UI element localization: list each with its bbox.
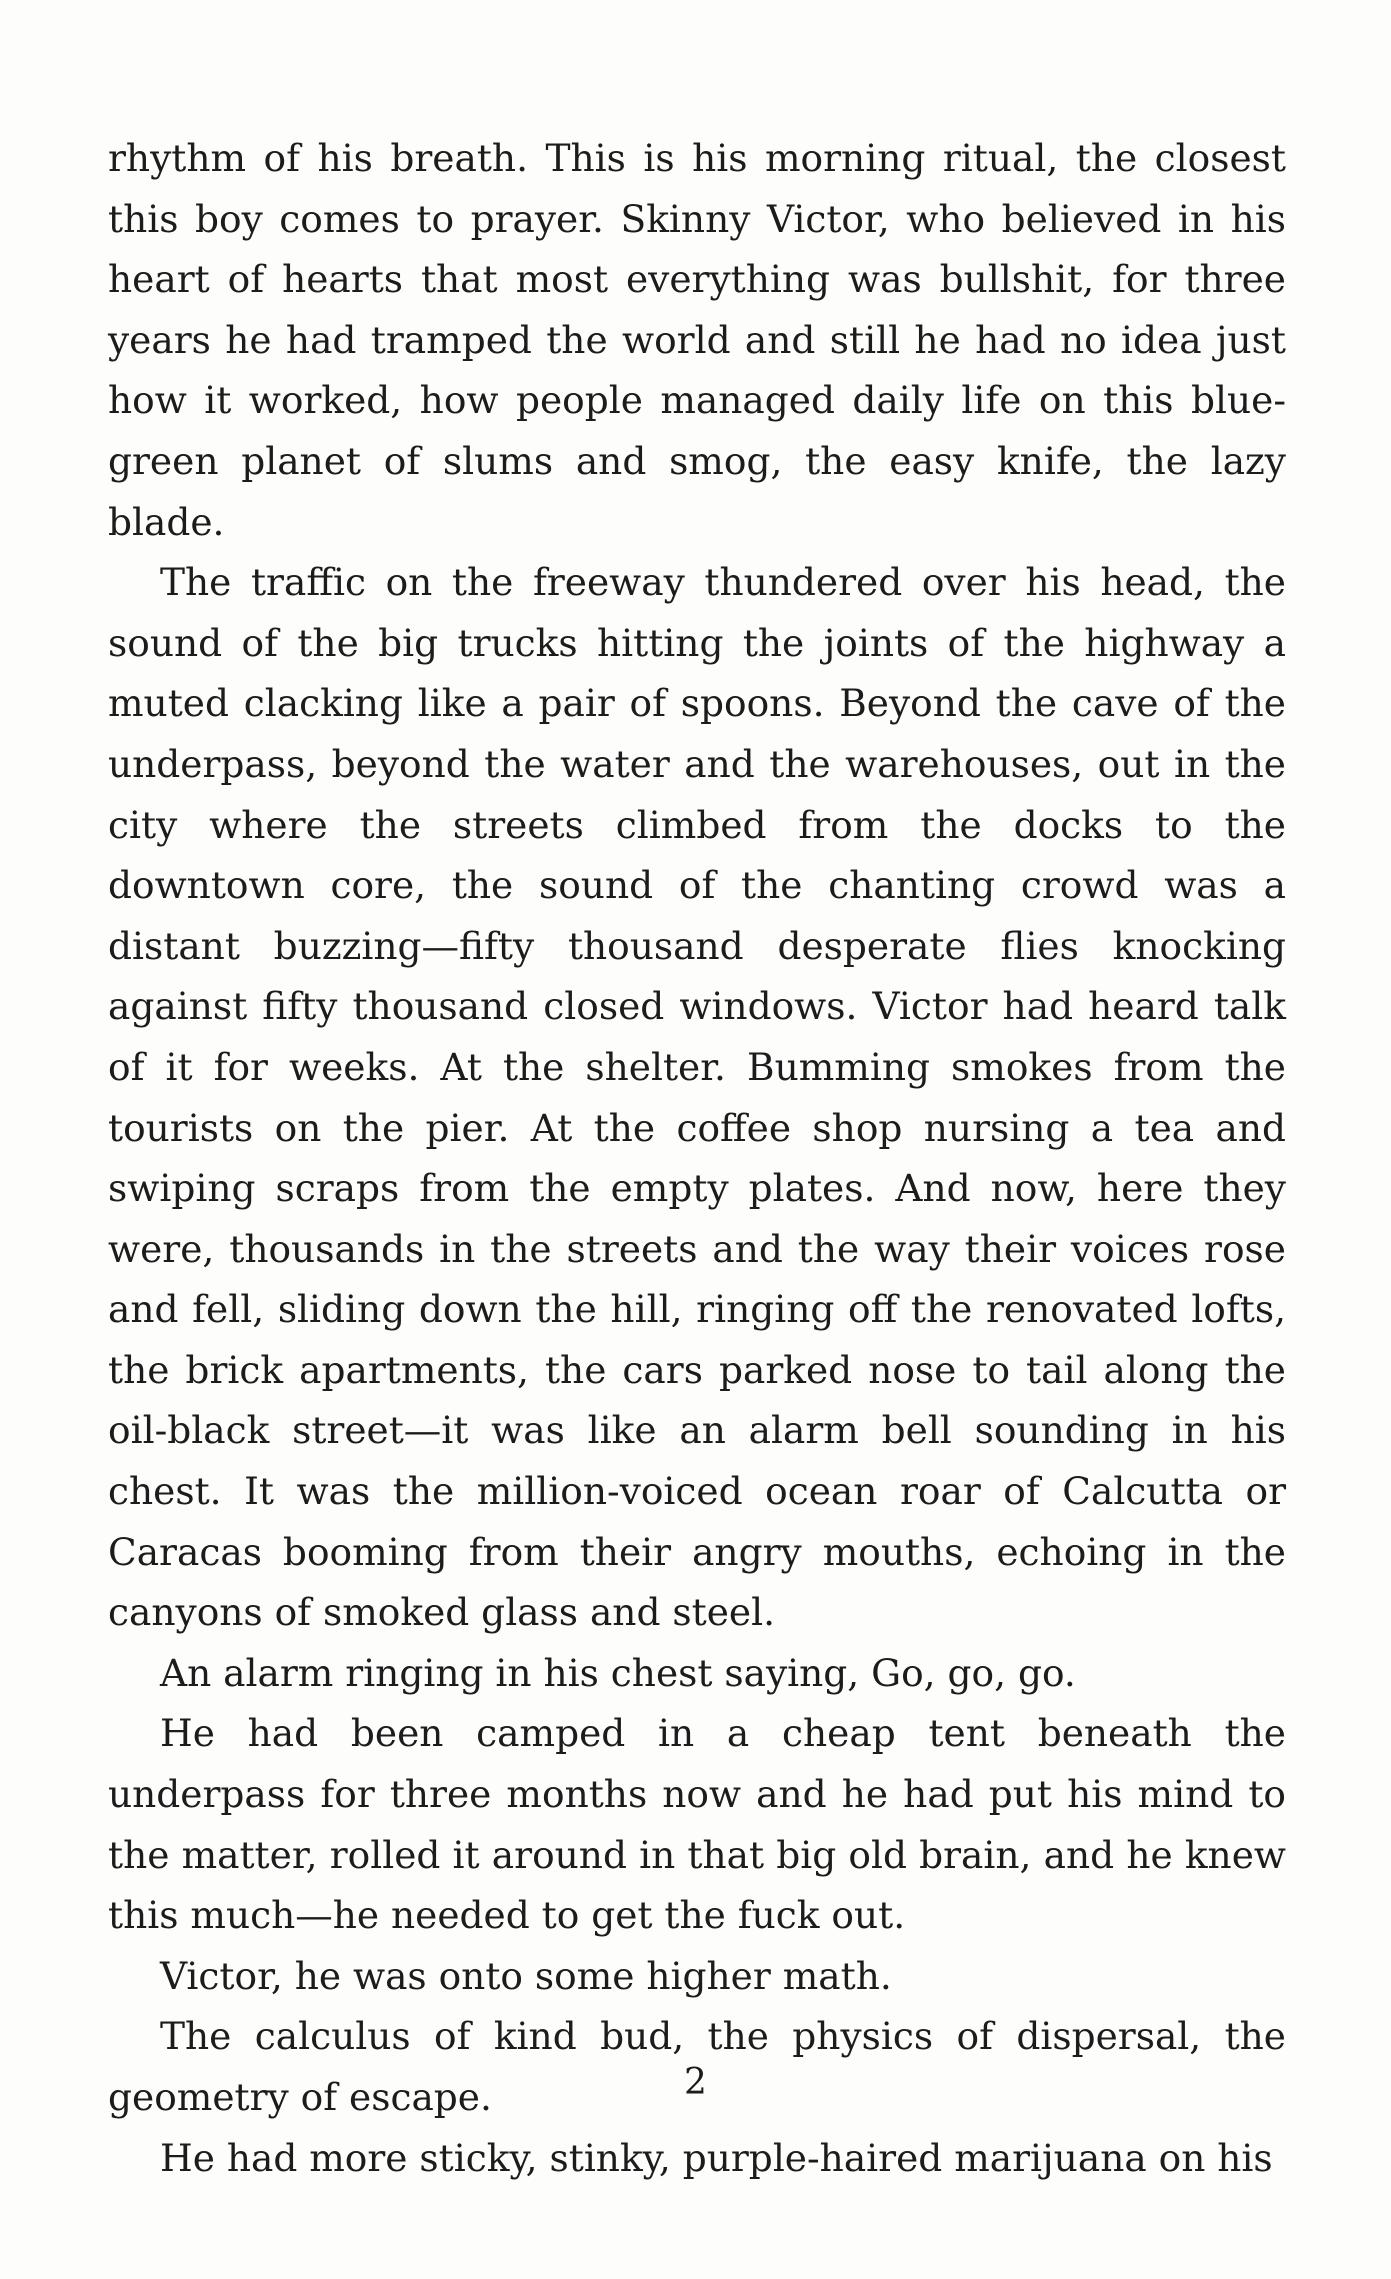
paragraph: rhythm of his breath. This is his morning ritual, the closest this boy comes to prayer. Skinny Victor, who believed in his heart of hearts that most everything was bullshit, for three years he had tramped the world and still he had no idea just how it worked, how people managed daily life on this blue-green planet of slums and smog, the easy knife, the lazy blade.	[108, 136, 1286, 544]
body-text	[108, 128, 1286, 2188]
paragraph: He had more sticky, stinky, purple-haired marijuana on his	[160, 2135, 1273, 2180]
page-number: 2	[684, 2062, 707, 2103]
paragraph: The calculus of kind bud, the physics of dispersal, the geometry of escape.	[108, 2014, 1286, 2119]
paragraph: The traffic on the freeway thundered over his head, the sound of the big trucks hitting the joints of the highway a muted clacking like a pair of spoons. Beyond the cave of the underpass, beyond the water and the warehouses, out in the city where the streets climbed from the docks to the downtown core, the sound of the chanting crowd was a distant buzzing—fifty thousand desperate flies knocking against fifty thousand closed windows. Victor had heard talk of it for weeks. At the shelter. Bumming smokes from the tourists on the pier. At the coffee shop nursing a tea and swiping scraps from the empty plates. And now, here they were, thousands in the streets and the way their voices rose and fell, sliding down the hill, ringing off the renovated lofts, the brick apartments, the cars parked nose to tail along the oil-black street—it was like an alarm bell sounding in his chest. It was the million-voiced ocean roar of Calcutta or Caracas booming from their angry mouths, echoing in the canyons of smoked glass and steel.	[108, 560, 1286, 1635]
paragraph: He had been camped in a cheap tent beneath the underpass for three months now and he had put his mind to the matter, rolled it around in that big old brain, and he knew this much—he needed to get the fuck out.	[108, 1711, 1286, 1938]
paragraph: An alarm ringing in his chest saying, Go, go, go.	[160, 1650, 1076, 1695]
paragraph: Victor, he was onto some higher math.	[160, 1953, 892, 1998]
